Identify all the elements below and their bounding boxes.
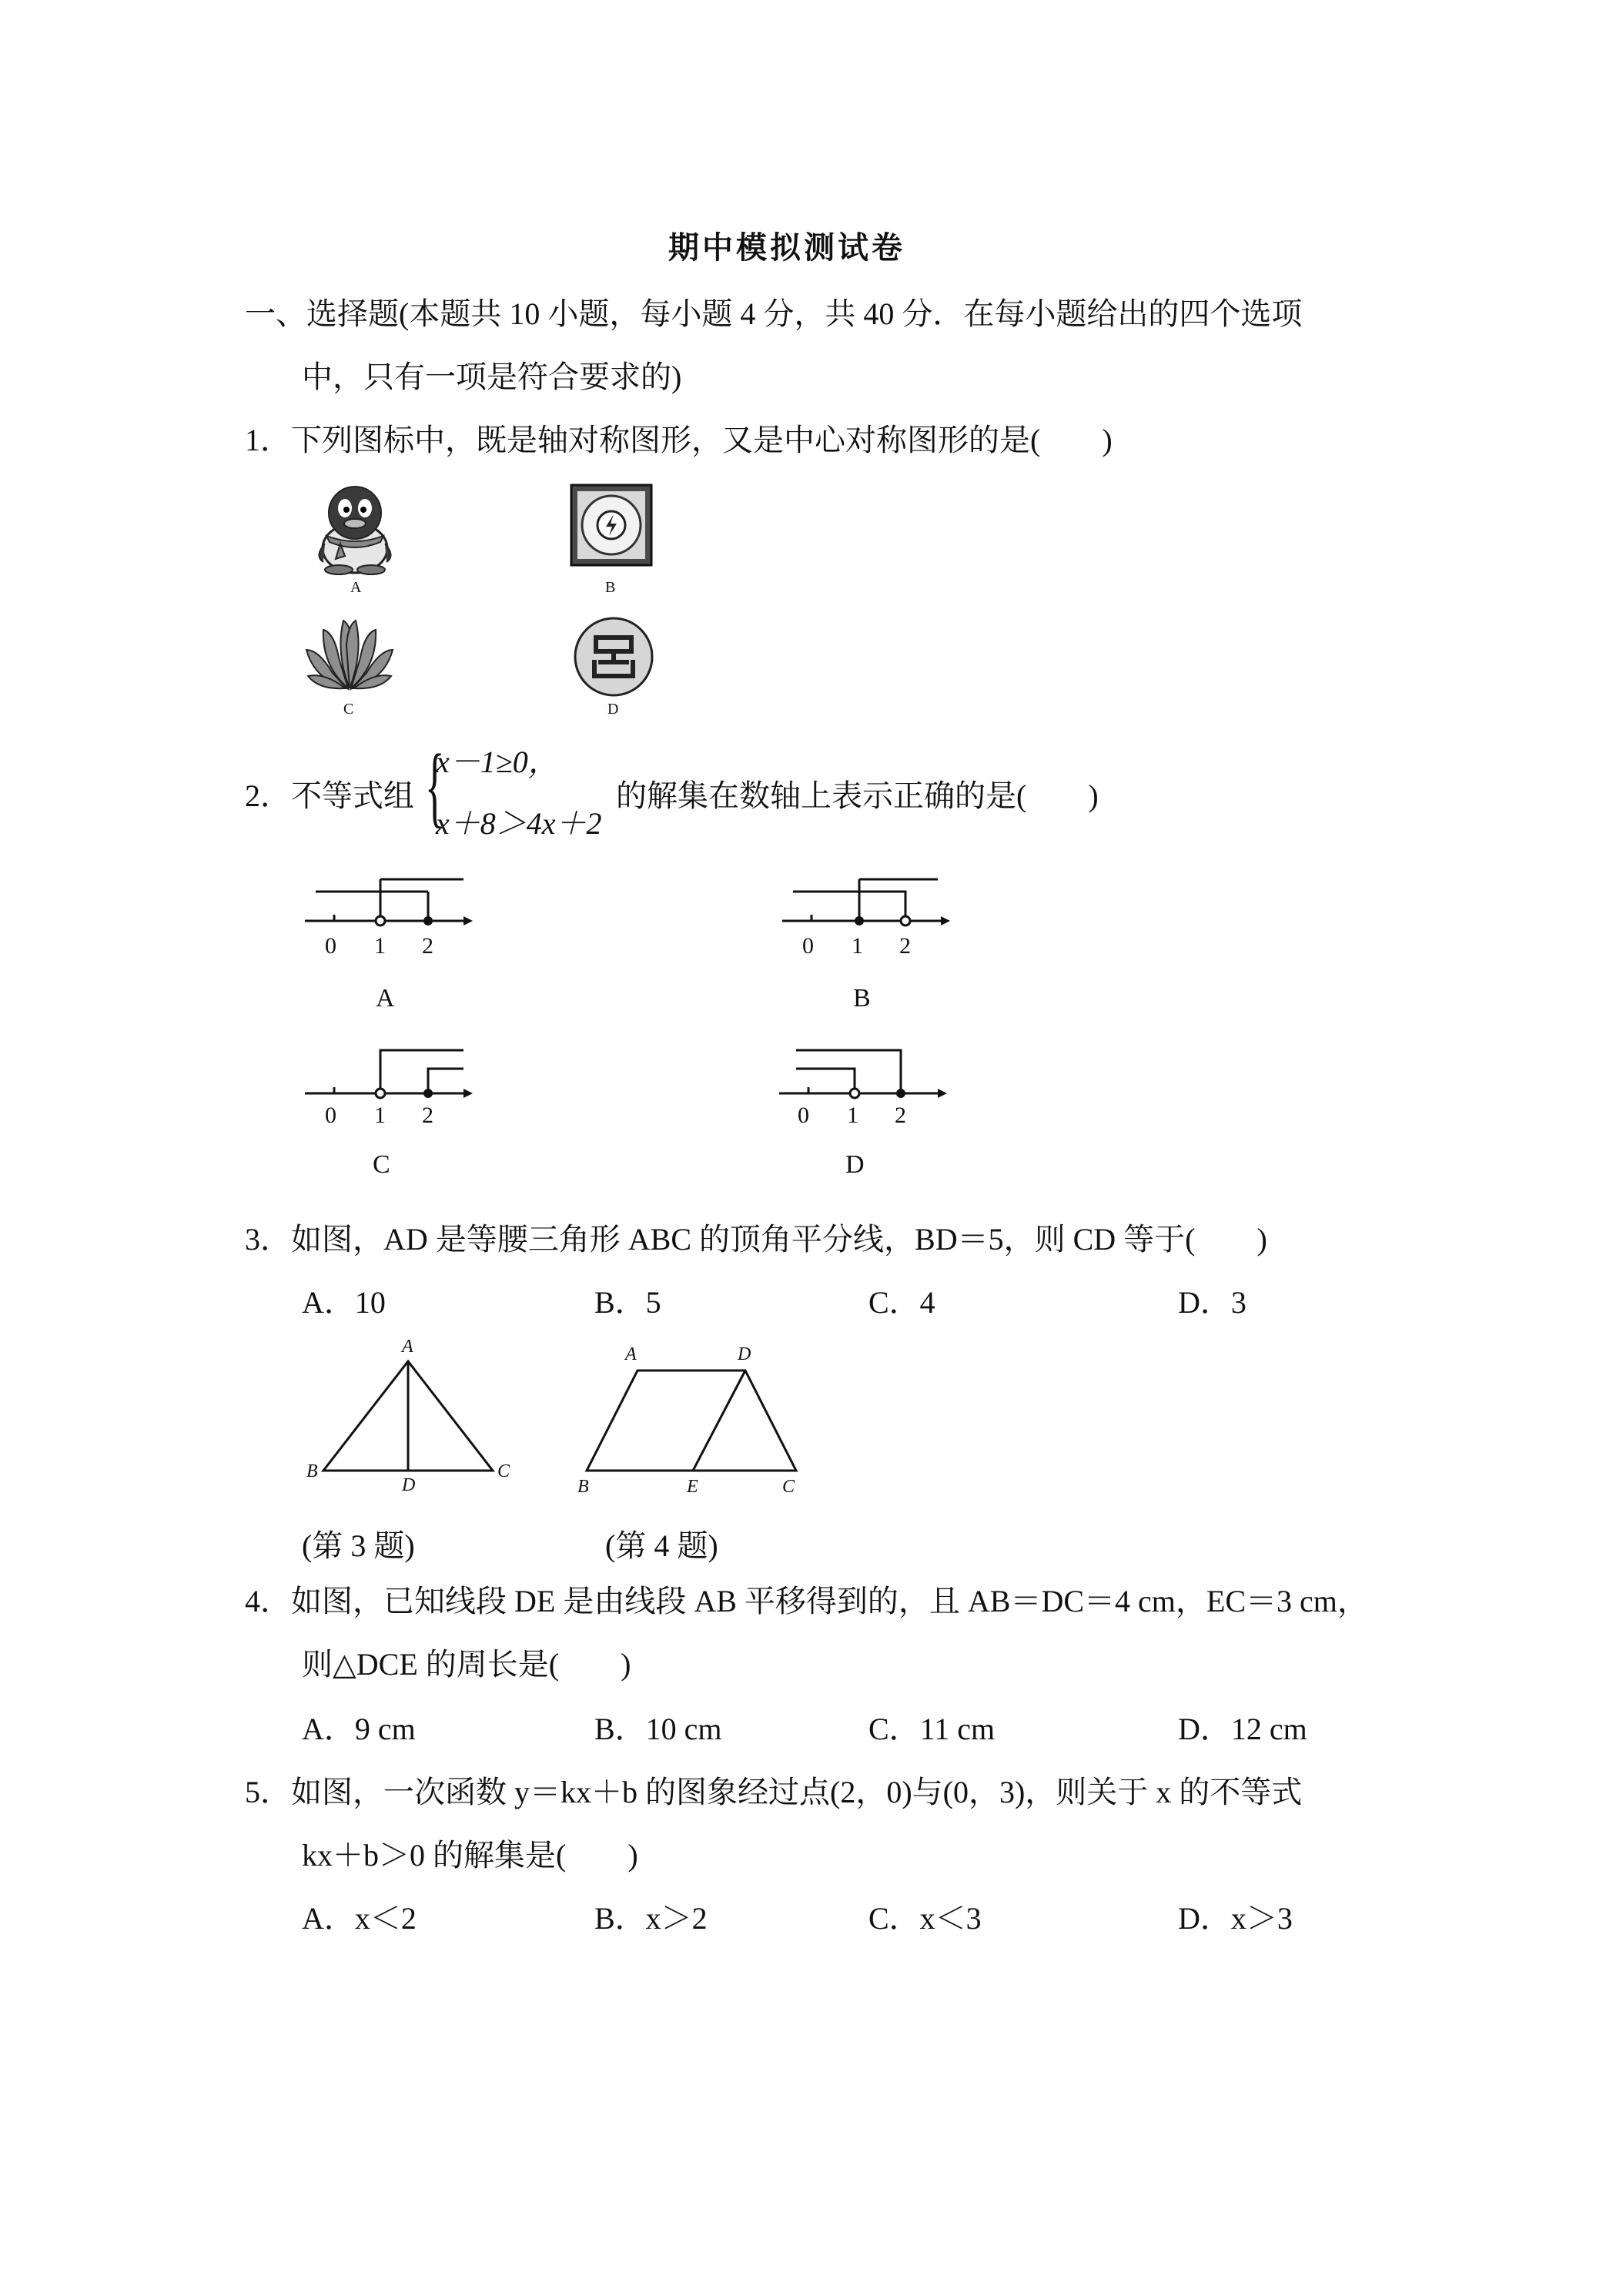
q5-option-d: D．x＞3: [1178, 1901, 1293, 1936]
vertex-c: C: [497, 1461, 510, 1481]
q5-option-a: A．x＜2: [302, 1901, 417, 1936]
tick-label-0: 0: [325, 933, 336, 959]
tick-label-1: 1: [374, 1103, 386, 1128]
inequality-1: x－1≥0，: [436, 745, 559, 779]
petal-fan-icon: [302, 614, 397, 691]
lightning-badge-icon: [570, 484, 653, 567]
tick-label-2: 2: [422, 933, 433, 959]
vertex-e: E: [687, 1477, 698, 1497]
figure-3-caption: (第 3 题): [302, 1528, 415, 1563]
question-2-prefix: 2．不等式组: [245, 778, 414, 813]
maze-circle-icon: [573, 616, 654, 698]
vertex-b: B: [306, 1461, 318, 1481]
number-line-d: [776, 1035, 953, 1112]
q4-option-c: C．11 cm: [868, 1712, 996, 1746]
question-4-line1: 4．如图，已知线段 DE 是由线段 AB 平移得到的，且 AB＝DC＝4 cm，EC＝3 cm，: [245, 1584, 1368, 1618]
tick-label-1: 1: [374, 933, 386, 959]
q3-option-c: C．4: [868, 1285, 935, 1320]
vertex-c: C: [782, 1477, 795, 1497]
q4-option-b: B．10 cm: [594, 1712, 722, 1746]
tick-label-0: 0: [802, 933, 814, 959]
q1-label-a: A: [350, 579, 362, 596]
penguin-icon: [310, 482, 400, 574]
system-brace: {: [425, 735, 445, 836]
q1-label-d: D: [607, 701, 619, 718]
inequality-2: x＋8＞4x＋2: [436, 806, 602, 841]
tick-label-2: 2: [899, 933, 911, 959]
vertex-d: D: [738, 1344, 751, 1364]
tick-label-2: 2: [895, 1103, 906, 1128]
question-3-stem: 3．如图，AD 是等腰三角形 ABC 的顶角平分线，BD＝5，则 CD 等于( ): [245, 1222, 1267, 1257]
vertex-b: B: [577, 1477, 589, 1497]
vertex-a: A: [625, 1344, 637, 1364]
tick-label-0: 0: [325, 1103, 336, 1128]
question-2-suffix: 的解集在数轴上表示正确的是( ): [616, 778, 1099, 813]
tick-label-2: 2: [422, 1103, 433, 1128]
section-header-line2: 中，只有一项是符合要求的): [302, 360, 682, 394]
tick-label-0: 0: [798, 1103, 809, 1128]
question-1-stem: 1．下列图标中，既是轴对称图形，又是中心对称图形的是( ): [245, 423, 1113, 457]
option-label-a: A: [376, 984, 395, 1012]
q3-option-b: B．5: [594, 1285, 661, 1320]
option-label-c: C: [373, 1150, 390, 1179]
page-title: 期中模拟测试卷: [668, 230, 905, 266]
vertex-a: A: [402, 1337, 413, 1357]
option-label-b: B: [853, 984, 871, 1012]
tick-label-1: 1: [847, 1103, 858, 1128]
q4-option-a: A．9 cm: [302, 1712, 416, 1746]
vertex-d: D: [402, 1475, 416, 1495]
option-label-d: D: [845, 1150, 865, 1179]
question-5-line1: 5．如图，一次函数 y＝kx＋b 的图象经过点(2，0)与(0，3)，则关于 x 的不等式: [245, 1775, 1303, 1809]
q4-option-d: D．12 cm: [1178, 1712, 1307, 1746]
tick-label-1: 1: [852, 933, 863, 959]
q3-option-d: D．3: [1178, 1285, 1247, 1320]
trapezoid-figure: [576, 1363, 807, 1478]
question-5-line2: kx＋b＞0 的解集是( ): [302, 1838, 638, 1873]
q1-label-b: B: [605, 579, 616, 596]
number-line-c: [302, 1035, 479, 1112]
figure-4-caption: (第 4 题): [605, 1528, 718, 1563]
q5-option-c: C．x＜3: [868, 1901, 982, 1936]
q5-option-b: B．x＞2: [594, 1901, 708, 1936]
q3-option-a: A．10: [302, 1285, 386, 1320]
q1-label-c: C: [343, 701, 354, 718]
triangle-figure: [308, 1355, 524, 1486]
section-header-line1: 一、选择题(本题共 10 小题，每小题 4 分，共 40 分．在每小题给出的四个选项: [245, 296, 1303, 331]
question-4-line2: 则△DCE 的周长是( ): [302, 1647, 631, 1682]
